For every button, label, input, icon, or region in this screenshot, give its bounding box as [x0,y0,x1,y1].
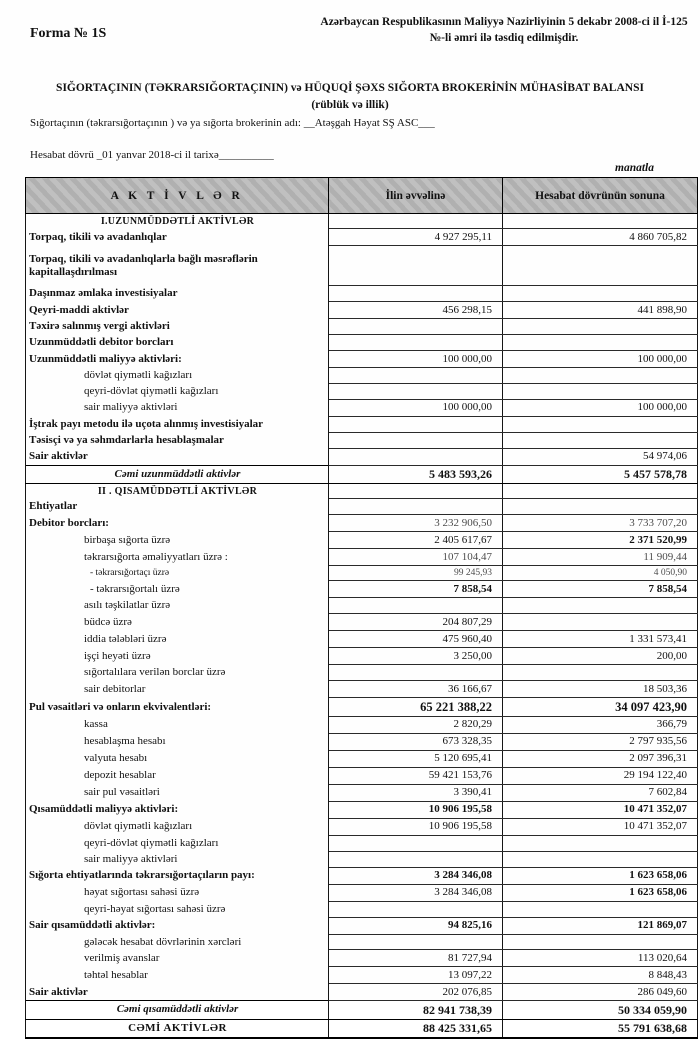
value-start-of-year: 456 298,15 [329,302,503,319]
value-end-of-period: 7 602,84 [503,784,698,801]
value-end-of-period: 200,00 [503,648,698,665]
value-end-of-period [503,499,698,515]
value-start-of-year [329,901,503,917]
value-end-of-period: 100 000,00 [503,351,698,368]
table-row [26,549,698,566]
table-row [26,698,698,717]
table-row [26,917,698,934]
value-end-of-period: 286 049,60 [503,984,698,1001]
value-end-of-period [503,246,698,286]
value-end-of-period [503,335,698,351]
value-end-of-period: 2 371 520,99 [503,532,698,549]
table-row [26,598,698,614]
value-end-of-period [503,835,698,851]
table-row [26,384,698,400]
value-start-of-year [329,851,503,867]
value-start-of-year: 36 166,67 [329,681,503,698]
table-row [26,631,698,648]
value-start-of-year: 3 390,41 [329,784,503,801]
value-start-of-year [329,246,503,286]
row-label: sair maliyyə aktivləri [26,851,329,867]
table-row [26,499,698,515]
table-row [26,319,698,335]
value-end-of-period: 3 733 707,20 [503,515,698,532]
table-row [26,581,698,598]
value-start-of-year [329,214,503,229]
value-end-of-period: 4 050,90 [503,566,698,581]
value-start-of-year: 59 421 153,76 [329,767,503,784]
table-row [26,984,698,1001]
value-end-of-period: 55 791 638,68 [503,1019,698,1038]
table-row [26,484,698,499]
value-end-of-period: 4 860 705,82 [503,229,698,246]
row-label: həyat sığortası sahəsi üzrə [26,884,329,901]
column-header-assets: A K T İ V L Ə R [26,178,329,214]
value-start-of-year [329,835,503,851]
row-label: kassa [26,716,329,733]
value-start-of-year [329,484,503,499]
row-label: Torpaq, tikili və avadanlıqlar [26,229,329,246]
table-row [26,286,698,302]
value-end-of-period: 7 858,54 [503,581,698,598]
row-label: I.UZUNMÜDDƏTLİ AKTİVLƏR [26,214,329,229]
value-end-of-period [503,484,698,499]
value-start-of-year [329,448,503,465]
row-label: təkrarsığorta əməliyyatları üzrə : [26,549,329,566]
table-row [26,818,698,835]
value-start-of-year: 88 425 331,65 [329,1019,503,1038]
value-end-of-period: 441 898,90 [503,302,698,319]
value-end-of-period [503,432,698,448]
value-end-of-period: 113 020,64 [503,950,698,967]
value-start-of-year: 2 820,29 [329,716,503,733]
row-label: asılı təşkilatlar üzrə [26,598,329,614]
value-start-of-year [329,384,503,400]
value-start-of-year: 3 284 346,08 [329,884,503,901]
value-end-of-period: 1 623 658,06 [503,867,698,884]
table-row [26,801,698,818]
row-label: Təxirə salınmış vergi aktivləri [26,319,329,335]
table-row [26,835,698,851]
row-label: birbaşa sığorta üzrə [26,532,329,549]
value-end-of-period [503,214,698,229]
row-label: Debitor borcları: [26,515,329,532]
table-row [26,246,698,286]
value-start-of-year [329,368,503,384]
approval-note: Azərbaycan Respublikasının Maliyyə Nazirliyinin 5 dekabr 2008-ci il İ-125 №-li əmri ilə təsdiq edilmişdir. [320,16,688,45]
value-end-of-period: 34 097 423,90 [503,698,698,717]
table-row [26,515,698,532]
value-end-of-period [503,901,698,917]
table-row [26,901,698,917]
table-row [26,1001,698,1019]
row-label: Sair aktivlər [26,984,329,1001]
value-start-of-year [329,665,503,681]
row-label: büdcə üzrə [26,614,329,631]
value-start-of-year: 202 076,85 [329,984,503,1001]
value-end-of-period: 2 097 396,31 [503,750,698,767]
value-end-of-period [503,286,698,302]
value-end-of-period [503,368,698,384]
row-label: - təkrarsığortaçı üzrə [26,566,329,581]
value-start-of-year: 673 328,35 [329,733,503,750]
insurer-name-line: Sığortaçının (təkrarsığortaçının ) və ya sığorta brokerinin adı: __Atəşgah Həyat SŞ ASC___ [30,117,435,129]
row-label: Qısamüddətli maliyyə aktivləri: [26,801,329,818]
value-start-of-year: 204 807,29 [329,614,503,631]
table-row [26,229,698,246]
table-row [26,1019,698,1038]
value-start-of-year [329,598,503,614]
row-label: dövlət qiymətli kağızları [26,818,329,835]
table-row [26,566,698,581]
table-row [26,767,698,784]
value-end-of-period: 5 457 578,78 [503,465,698,483]
table-row [26,302,698,319]
table-row [26,967,698,984]
table-row [26,335,698,351]
row-label: qeyri-dövlət qiymətli kağızları [26,835,329,851]
value-start-of-year: 81 727,94 [329,950,503,967]
row-label: Sığorta ehtiyatlarında təkrarsığortaçıların payı: [26,867,329,884]
value-end-of-period: 366,79 [503,716,698,733]
table-row [26,665,698,681]
row-label: Uzunmüddətli debitor borcları [26,335,329,351]
table-row [26,851,698,867]
value-start-of-year: 100 000,00 [329,351,503,368]
value-end-of-period: 121 869,07 [503,917,698,934]
table-row [26,750,698,767]
row-label: depozit hesablar [26,767,329,784]
row-label: sair pul vəsaitləri [26,784,329,801]
table-row [26,432,698,448]
column-header-end-of-period: Hesabat dövrünün sonuna [503,178,698,214]
value-end-of-period [503,384,698,400]
value-end-of-period [503,851,698,867]
row-label: qeyri-həyat sığortası sahəsi üzrə [26,901,329,917]
row-label: CƏMİ AKTİVLƏR [26,1019,329,1038]
currency-note: manatla [615,162,654,174]
column-header-start-of-year: İlin əvvəlinə [329,178,503,214]
row-label: sair maliyyə aktivləri [26,399,329,416]
row-label: II . QISAMÜDDƏTLİ AKTİVLƏR [26,484,329,499]
row-label: Qeyri-maddi aktivlər [26,302,329,319]
value-start-of-year [329,286,503,302]
form-number: Forma № 1S [30,26,107,41]
row-label: valyuta hesabı [26,750,329,767]
row-label: iddia tələbləri üzrə [26,631,329,648]
table-row [26,399,698,416]
value-start-of-year: 5 483 593,26 [329,465,503,483]
value-end-of-period [503,319,698,335]
value-start-of-year: 65 221 388,22 [329,698,503,717]
value-start-of-year: 475 960,40 [329,631,503,648]
value-start-of-year [329,319,503,335]
row-label: sığortalılara verilən borclar üzrə [26,665,329,681]
row-label: dövlət qiymətli kağızları [26,368,329,384]
row-label: Torpaq, tikili və avadanlıqlarla bağlı məsrəflərin kapitallaşdırılması [26,246,329,286]
value-start-of-year: 3 284 346,08 [329,867,503,884]
table-header-row [26,178,698,214]
value-end-of-period: 100 000,00 [503,399,698,416]
value-end-of-period: 1 331 573,41 [503,631,698,648]
value-start-of-year: 94 825,16 [329,917,503,934]
value-start-of-year: 99 245,93 [329,566,503,581]
table-row [26,950,698,967]
page-title: SIĞORTAÇININ (TƏKRARSIĞORTAÇININ) və HÜQUQİ ŞƏXS SIĞORTA BROKERİNİN MÜHASİBAT BALANSI (rüblük və illik) [56,82,644,111]
value-start-of-year: 5 120 695,41 [329,750,503,767]
value-end-of-period [503,416,698,432]
table-row [26,448,698,465]
value-start-of-year: 2 405 617,67 [329,532,503,549]
table-row [26,416,698,432]
value-end-of-period [503,934,698,950]
value-end-of-period [503,614,698,631]
reporting-period-line: Hesabat dövrü _01 yanvar 2018-ci il tarixə__________ [30,149,274,161]
row-label: Daşınmaz əmlaka investisiyalar [26,286,329,302]
value-start-of-year: 10 906 195,58 [329,818,503,835]
row-label: İştrak payı metodu ilə uçota alınmış investisiyalar [26,416,329,432]
value-end-of-period: 10 471 352,07 [503,801,698,818]
table-row [26,867,698,884]
value-end-of-period: 11 909,44 [503,549,698,566]
value-start-of-year [329,432,503,448]
table-row [26,681,698,698]
row-label: gələcək hesabat dövrlərinin xərcləri [26,934,329,950]
value-end-of-period: 2 797 935,56 [503,733,698,750]
value-end-of-period: 8 848,43 [503,967,698,984]
value-start-of-year [329,335,503,351]
row-label: Ehtiyatlar [26,499,329,515]
value-end-of-period: 54 974,06 [503,448,698,465]
value-end-of-period [503,598,698,614]
table-row [26,368,698,384]
table-row [26,614,698,631]
value-start-of-year [329,934,503,950]
table-row [26,532,698,549]
value-start-of-year: 4 927 295,11 [329,229,503,246]
table-row [26,351,698,368]
table-row [26,465,698,483]
value-start-of-year: 3 250,00 [329,648,503,665]
row-label: Cəmi qısamüddətli aktivlər [26,1001,329,1019]
row-label: işçi heyəti üzrə [26,648,329,665]
value-start-of-year: 107 104,47 [329,549,503,566]
value-start-of-year [329,416,503,432]
row-label: verilmiş avanslar [26,950,329,967]
row-label: Sair aktivlər [26,448,329,465]
value-start-of-year [329,499,503,515]
value-start-of-year: 82 941 738,39 [329,1001,503,1019]
table-row [26,214,698,229]
table-row [26,648,698,665]
value-end-of-period: 10 471 352,07 [503,818,698,835]
table-body [26,214,698,1038]
table-row [26,884,698,901]
row-label: Pul vəsaitləri və onların ekvivalentləri: [26,698,329,717]
table-row [26,934,698,950]
table-row [26,784,698,801]
value-start-of-year: 13 097,22 [329,967,503,984]
value-end-of-period: 50 334 059,90 [503,1001,698,1019]
value-start-of-year: 3 232 906,50 [329,515,503,532]
row-label: təhtəl hesablar [26,967,329,984]
balance-sheet-table [25,177,698,1039]
row-label: Cəmi uzunmüddətli aktivlər [26,465,329,483]
value-start-of-year: 10 906 195,58 [329,801,503,818]
value-start-of-year: 7 858,54 [329,581,503,598]
row-label: hesablaşma hesabı [26,733,329,750]
value-start-of-year: 100 000,00 [329,399,503,416]
row-label: Təsisçi və ya səhmdarlarla hesablaşmalar [26,432,329,448]
value-end-of-period [503,665,698,681]
value-end-of-period: 18 503,36 [503,681,698,698]
table-row [26,733,698,750]
row-label: sair debitorlar [26,681,329,698]
row-label: Sair qısamüddətli aktivlər: [26,917,329,934]
row-label: - təkrarsığortalı üzrə [26,581,329,598]
row-label: qeyri-dövlət qiymətli kağızları [26,384,329,400]
value-end-of-period: 29 194 122,40 [503,767,698,784]
row-label: Uzunmüddətli maliyyə aktivləri: [26,351,329,368]
value-end-of-period: 1 623 658,06 [503,884,698,901]
table-row [26,716,698,733]
